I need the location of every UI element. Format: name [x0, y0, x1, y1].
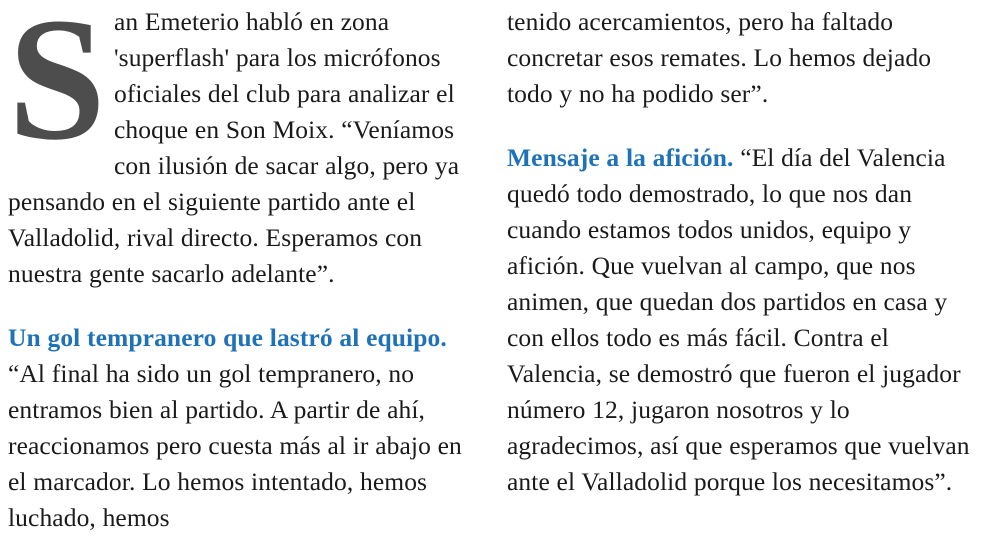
article-column-left [8, 0, 471, 532]
paragraph-mensaje-aficion-text: “El día del Valencia quedó todo demostrado, lo que nos dan cuando estamos todos unidos, equipo y afición. Que vuelvan al campo, que nos animen, que quedan dos partidos en casa y con ellos todo es más fácil. Contra el Valencia, se demostró que fueron el jugador número 12, jugaron nosotros y lo agradecimos, así que esperamos que vuelvan ante el Valladolid porque los necesitamos”. [507, 143, 970, 496]
paragraph-gol-tempranero [8, 320, 471, 536]
paragraph-mensaje-aficion [507, 140, 970, 500]
paragraph-continuation-text: tenido acercamientos, pero ha faltado concretar esos remates. Lo hemos dejado todo y no ha podido ser”. [507, 7, 932, 108]
subhead-un-gol-tempranero: Un gol tempranero que lastró al equipo. [8, 323, 447, 352]
article-column-right [507, 4, 970, 496]
subhead-mensaje-a-la-aficion: Mensaje a la afición. [507, 143, 741, 172]
article-columns [8, 0, 971, 532]
paragraph-continuation [507, 4, 970, 112]
drop-cap-letter: S [8, 0, 106, 177]
lede-paragraph [8, 0, 471, 292]
paragraph-gol-tempranero-text: “Al final ha sido un gol tempranero, no entramos bien al partido. A partir de ahí, reaccionamos pero cuesta más al ir abajo en el marcador. Lo hemos intentado, hemos luchado, hemos [8, 359, 462, 532]
lede-text: an Emeterio habló en zona 'superflash' para los micrófonos oficiales del club para analizar el choque en Son Moix. “Veníamos con ilusión de sacar algo, pero ya pensando en el siguiente partido ante el Valladolid, rival directo. Esperamos con nuestra gente sacarlo adelante”. [8, 7, 460, 288]
